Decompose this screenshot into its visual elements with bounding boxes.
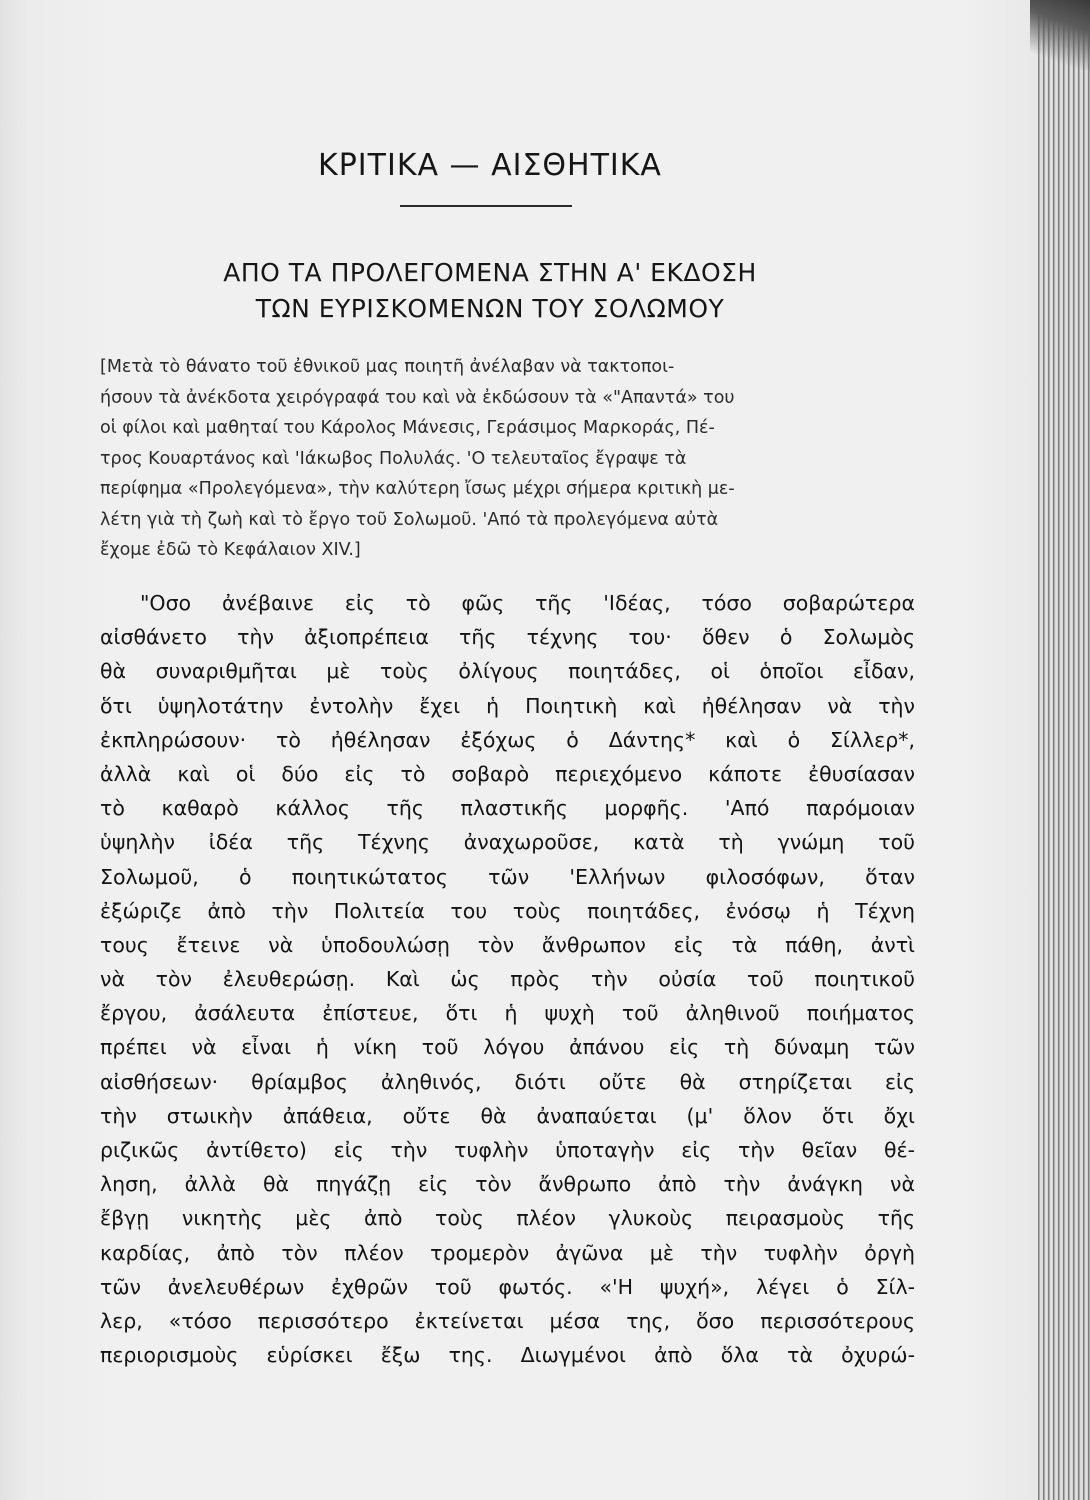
editor-note-line: [Μετὰ τὸ θάνατο τοῦ ἐθνικοῦ μας ποιητῆ ἀνέλαβαν νὰ τακτοποι- <box>100 357 675 377</box>
paragraph-line: ἐκπληρώσουν· τὸ ἠθέλησαν ἐξόχως ὁ Δάντης* καὶ ὁ Σίλλερ*, <box>100 727 915 752</box>
paragraph-line: τὴν στωικὴν ἀπάθεια, οὔτε θὰ ἀναπαύεται (μ' ὅλον ὅτι ὄχι <box>100 1103 915 1128</box>
page-edge-shadow <box>1030 0 1090 70</box>
paragraph-line: αἰσθάνετο τὴν ἀξιοπρέπεια τῆς τέχνης του· ὅθεν ὁ Σολωμὸς <box>100 625 915 650</box>
title-divider <box>400 205 572 207</box>
editor-note-line: περίφημα «Προλεγόμενα», τὴν καλύτερη ἴσως μέχρι σήμερα κριτικὴ με- <box>100 479 735 499</box>
paragraph-line: πρέπει νὰ εἶναι ἡ νίκη τοῦ λόγου ἀπάνου εἰς τὴ δύναμη τῶν <box>100 1035 915 1060</box>
paragraph-line: νὰ τὸν ἐλευθερώσῃ. Καὶ ὡς πρὸς τὴν οὐσία τοῦ ποιητικοῦ <box>100 967 915 992</box>
paragraph-line: ἔργου, ἀσάλευτα ἐπίστευε, ὅτι ἡ ψυχὴ τοῦ ἀληθινοῦ ποιήματος <box>100 1001 915 1026</box>
paragraph-line: ἐξώριζε ἀπὸ τὴν Πολιτεία του τοὺς ποιητάδες, ἐνόσῳ ἡ Τέχνη <box>100 898 915 923</box>
paragraph-line: καρδίας, ἀπὸ τὸν πλέον τρομερὸν ἀγῶνα μὲ τὴν τυφλὴν ὀργὴ <box>100 1240 915 1265</box>
paragraph-line: "Οσο ἀνέβαινε εἰς τὸ φῶς τῆς 'Ιδέας, τόσο σοβαρώτερα <box>140 591 915 615</box>
paragraph-line: ἀλλὰ καὶ οἱ δύο εἰς τὸ σοβαρὸ περιεχόμενο κάποτε ἐθυσίασαν <box>100 761 915 786</box>
page-title: ΚΡΙΤΙΚΑ — ΑΙΣΘΗΤΙΚΑ <box>318 148 662 183</box>
paragraph-line: ὅτι ὑψηλοτάτην ἐντολὴν ἔχει ἡ Ποιητικὴ καὶ ἠθέλησαν νὰ τὴν <box>100 693 915 718</box>
paragraph-line: ὑψηλὴν ἰδέα τῆς Τέχνης ἀναχωροῦσε, κατὰ τὴ γνώμη τοῦ <box>100 830 915 855</box>
paragraph-line: τὸ καθαρὸ κάλλος τῆς πλαστικῆς μορφῆς. 'Από παρόμοιαν <box>100 796 915 821</box>
editor-note-line: τρος Κουαρτάνος καὶ 'Ιάκωβος Πολυλάς. 'Ο τελευταῖος ἔγραψε τὰ <box>100 448 687 469</box>
paragraph-line: ἔβγῃ νικητὴς μὲς ἀπὸ τοὺς πλέον γλυκοὺς πειρασμοὺς τῆς <box>100 1206 915 1231</box>
section-title-line-1: ΑΠΟ ΤΑ ΠΡΟΛΕΓΟΜΕΝΑ ΣΤΗΝ Α' ΕΚΔΟΣΗ <box>223 258 757 287</box>
editor-note-line: ἔχομε ἐδῶ τὸ Κεφάλαιον XIV.] <box>100 540 361 560</box>
editor-note <box>100 352 915 566</box>
paragraph-line: ριζικῶς ἀντίθετο) εἰς τὴν τυφλὴν ὑποταγὴν εἰς τὴν θεῖαν θέ- <box>100 1138 915 1162</box>
body-paragraph <box>100 586 915 1372</box>
paragraph-line: λερ, «τόσο περισσότερο ἐκτείνεται μέσα της, ὅσο περισσότερους <box>100 1308 915 1333</box>
paragraph-line: τῶν ἀνελευθέρων ἐχθρῶν τοῦ φωτός. «'Η ψυχή», λέγει ὁ Σίλ- <box>100 1274 915 1299</box>
section-title-line-2: ΤΩΝ ΕΥΡΙΣΚΟΜΕΝΩΝ ΤΟΥ ΣΟΛΩΜΟΥ <box>255 294 725 323</box>
paragraph-line: θὰ συναριθμῆται μὲ τοὺς ὀλίγους ποιητάδες, οἱ ὁποῖοι εἶδαν, <box>100 659 915 684</box>
editor-note-line: οἱ φίλοι καὶ μαθηταί του Κάρολος Μάνεσις, Γεράσιμος Μαρκοράς, Πέ- <box>100 418 715 438</box>
paragraph-line: Σολωμοῦ, ὁ ποιητικώτατος τῶν 'Ελλήνων φιλοσόφων, ὅταν <box>100 864 915 889</box>
paragraph-line: αἰσθήσεων· θρίαμβος ἀληθινός, διότι οὔτε θὰ στηρίζεται εἰς <box>100 1069 915 1094</box>
paragraph-line: τους ἔτεινε νὰ ὑποδουλώσῃ τὸν ἄνθρωπον εἰς τὰ πάθη, ἀντὶ <box>100 932 915 957</box>
editor-note-line: λέτη γιὰ τὴ ζωὴ καὶ τὸ ἔργο τοῦ Σολωμοῦ. 'Από τὰ προλεγόμενα αὐτὰ <box>100 509 719 530</box>
paragraph-line: περιορισμοὺς εὑρίσκει ἔξω της. Διωγμένοι ἀπὸ ὅλα τὰ ὀχυρώ- <box>100 1343 915 1368</box>
editor-note-line: ήσουν τὰ ἀνέκδοτα χειρόγραφά του καὶ νὰ ἐκδώσουν τὰ «"Απαντά» του <box>100 387 735 408</box>
page-edges <box>1038 0 1090 1500</box>
paragraph-line: ληση, ἀλλὰ θὰ πηγάζῃ εἰς τὸν ἄνθρωπο ἀπὸ τὴν ἀνάγκη νὰ <box>100 1172 915 1197</box>
